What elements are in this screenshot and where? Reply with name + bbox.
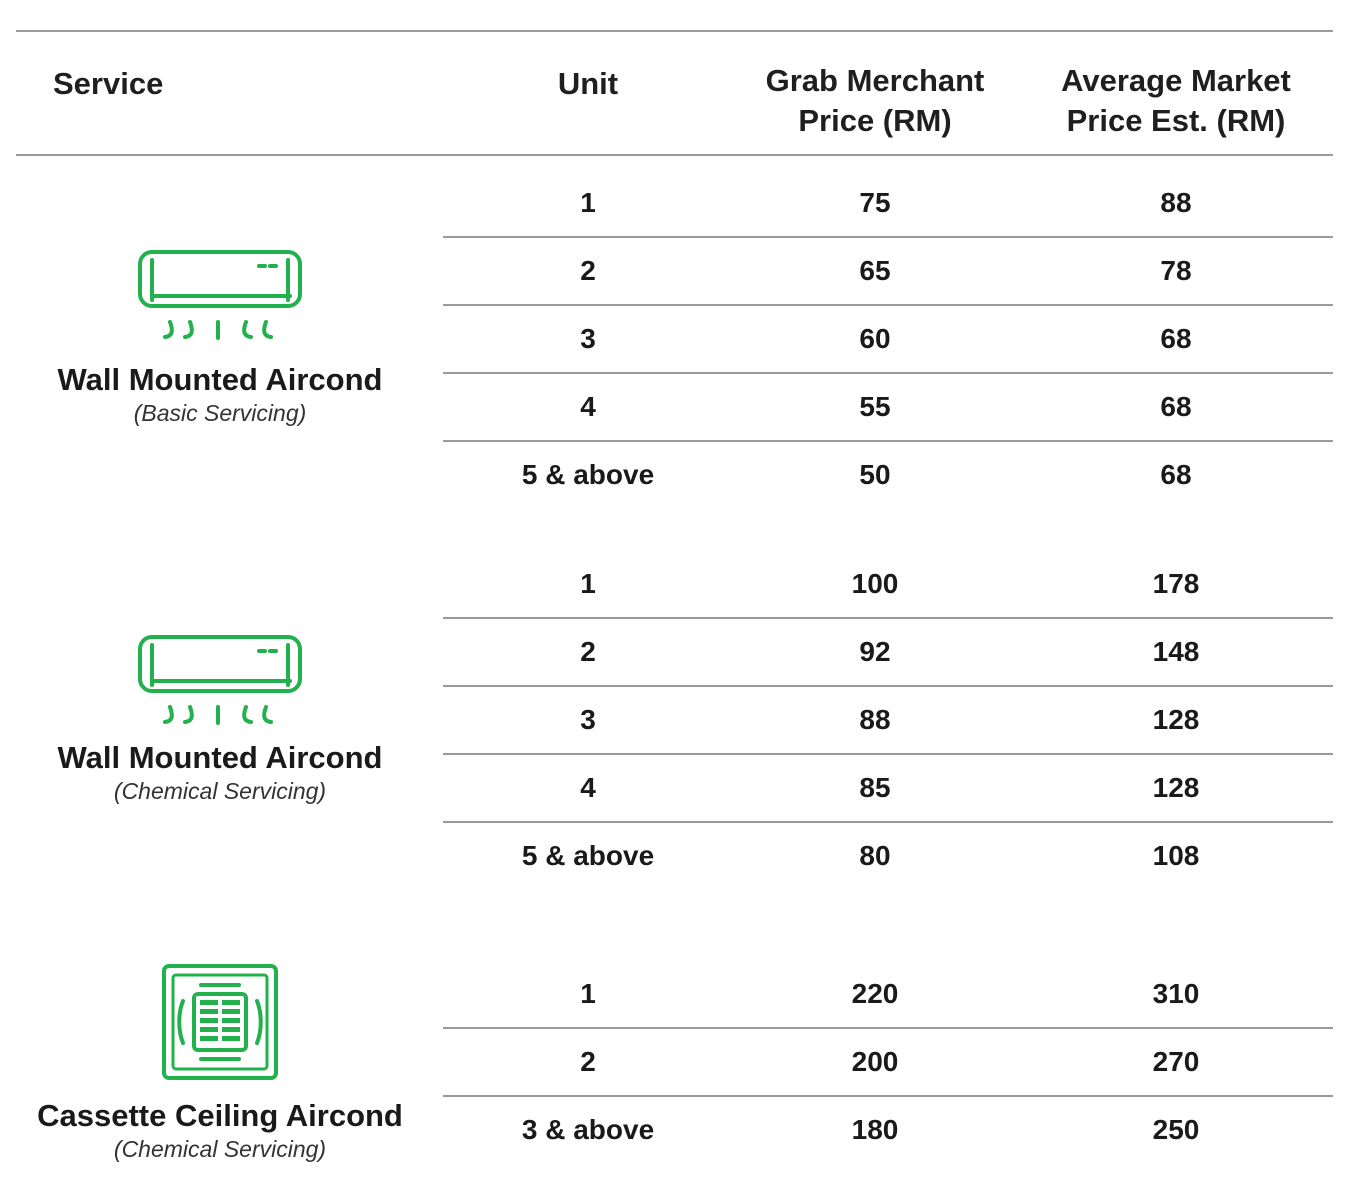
header-grab-price-line2: Price (RM) bbox=[798, 103, 952, 138]
avg-price-cell: 108 bbox=[1152, 840, 1200, 871]
avg-price-cell: 178 bbox=[1152, 568, 1200, 599]
grab-price-cell: 80 bbox=[859, 840, 891, 871]
grab-price-cell: 55 bbox=[859, 391, 891, 422]
header-service: Service bbox=[53, 66, 164, 101]
grab-price-cell: 75 bbox=[859, 187, 891, 218]
header-avg-price-line1: Average Market bbox=[1061, 63, 1291, 98]
table-row bbox=[443, 442, 1333, 510]
unit-cell: 1 bbox=[580, 568, 596, 599]
service-label bbox=[10, 963, 430, 1163]
unit-cell: 4 bbox=[580, 772, 596, 803]
avg-price-cell: 78 bbox=[1160, 255, 1192, 286]
grab-price-cell: 65 bbox=[859, 255, 891, 286]
avg-price-cell: 68 bbox=[1160, 459, 1192, 490]
service-label bbox=[10, 248, 430, 427]
header-unit: Unit bbox=[557, 66, 619, 101]
unit-cell: 1 bbox=[580, 187, 596, 218]
unit-cell: 3 bbox=[580, 704, 596, 735]
grab-price-cell: 220 bbox=[851, 978, 899, 1009]
avg-price-cell: 310 bbox=[1152, 978, 1200, 1009]
avg-price-cell: 68 bbox=[1160, 323, 1192, 354]
table-row bbox=[443, 961, 1333, 1029]
avg-price-cell: 148 bbox=[1152, 636, 1200, 667]
header-rule bbox=[16, 154, 1333, 156]
table-row bbox=[443, 551, 1333, 619]
unit-cell: 4 bbox=[580, 391, 596, 422]
grab-price-cell: 60 bbox=[859, 323, 891, 354]
unit-cell: 2 bbox=[580, 1046, 596, 1077]
avg-price-cell: 250 bbox=[1152, 1114, 1200, 1145]
grab-price-cell: 85 bbox=[859, 772, 891, 803]
header-grab-price bbox=[735, 61, 1015, 141]
table-row bbox=[443, 619, 1333, 687]
unit-cell: 5 & above bbox=[521, 840, 655, 871]
header-avg-price-line2: Price Est. (RM) bbox=[1066, 103, 1286, 138]
cassette-aircon-icon bbox=[161, 963, 279, 1081]
service-subtitle: (Chemical Servicing) bbox=[113, 1136, 327, 1162]
top-rule bbox=[16, 30, 1333, 32]
table-row bbox=[443, 238, 1333, 306]
grab-price-cell: 92 bbox=[859, 636, 891, 667]
avg-price-cell: 128 bbox=[1152, 772, 1200, 803]
table-row bbox=[443, 823, 1333, 891]
unit-cell: 3 & above bbox=[521, 1114, 655, 1145]
grab-price-cell: 100 bbox=[851, 568, 899, 599]
service-subtitle: (Chemical Servicing) bbox=[113, 778, 327, 804]
avg-price-cell: 270 bbox=[1152, 1046, 1200, 1077]
unit-cell: 2 bbox=[580, 255, 596, 286]
table-row bbox=[443, 1029, 1333, 1097]
table-row bbox=[443, 755, 1333, 823]
unit-cell: 5 & above bbox=[521, 459, 655, 490]
header-avg-price bbox=[1026, 61, 1326, 141]
avg-price-cell: 88 bbox=[1160, 187, 1192, 218]
service-name: Wall Mounted Aircond bbox=[57, 362, 383, 397]
avg-price-cell: 68 bbox=[1160, 391, 1192, 422]
grab-price-cell: 50 bbox=[859, 459, 891, 490]
avg-price-cell: 128 bbox=[1152, 704, 1200, 735]
service-label bbox=[10, 633, 430, 805]
service-subtitle: (Basic Servicing) bbox=[133, 400, 307, 426]
wall-aircon-icon bbox=[135, 633, 305, 729]
grab-price-cell: 88 bbox=[859, 704, 891, 735]
table-row bbox=[443, 306, 1333, 374]
table-row bbox=[443, 374, 1333, 442]
wall-aircon-icon bbox=[135, 248, 305, 344]
table-row bbox=[443, 170, 1333, 238]
service-name: Cassette Ceiling Aircond bbox=[37, 1098, 403, 1133]
grab-price-cell: 200 bbox=[851, 1046, 899, 1077]
header-grab-price-line1: Grab Merchant bbox=[765, 63, 985, 98]
service-name: Wall Mounted Aircond bbox=[57, 740, 383, 775]
grab-price-cell: 180 bbox=[851, 1114, 899, 1145]
table-row bbox=[443, 687, 1333, 755]
unit-cell: 2 bbox=[580, 636, 596, 667]
table-row bbox=[443, 1097, 1333, 1165]
unit-cell: 1 bbox=[580, 978, 596, 1009]
unit-cell: 3 bbox=[580, 323, 596, 354]
